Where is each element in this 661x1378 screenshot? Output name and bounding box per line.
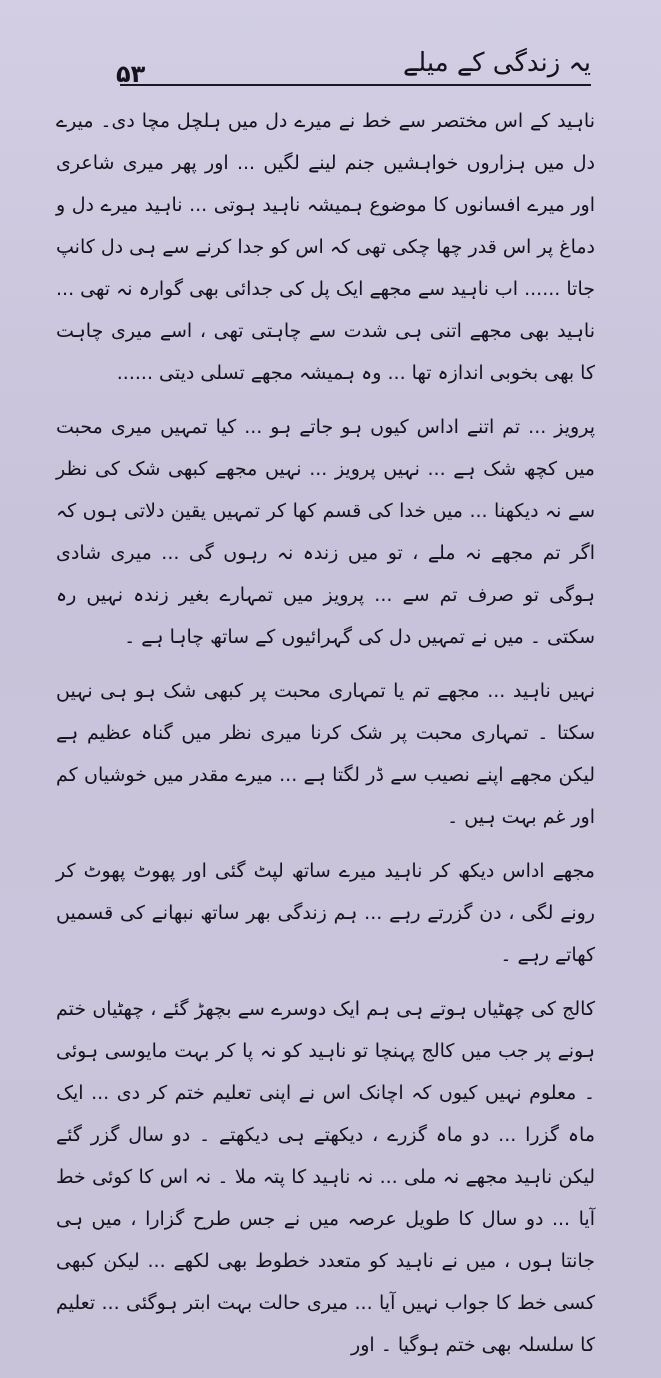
paragraph: مجھے اداس دیکھ کر ناہید میرے ساتھ لپٹ گئی اور پھوٹ پھوٹ کر رونے لگی ، دن گزرتے رہے ... ہم زندگی بھر ساتھ نبھانے کی قسمیں کھاتے رہے ۔ (56, 860, 595, 966)
paragraph: نہیں ناہید ... مجھے تم یا تمہاری محبت پر کبھی شک ہو ہی نہیں سکتا ۔ تمہاری محبت پر شک کرنا میری نظر میں گناہ عظیم ہے لیکن مجھے اپنے نصیب سے ڈر لگتا ہے ... میرے مقدر میں خوشیاں کم اور غم بہت ہیں ۔ (56, 680, 595, 828)
running-title: یہ زندگی کے میلے (403, 48, 591, 78)
page-header (60, 48, 591, 96)
page-body (56, 100, 595, 1378)
paragraph: ناہید کے اس مختصر سے خط نے میرے دل میں ہلچل مچا دی۔ میرے دل میں ہزاروں خواہشیں جنم لینے لگیں ... اور پھر میری شاعری اور میرے افسانوں کا موضوع ہمیشہ ناہید ہوتی ... ناہید میرے دل و دماغ پر اس قدر چھا چکی تھی کہ اس کو جدا کرنے سے ہی دل کانپ جاتا ...... اب ناہید سے مجھے ایک پل کی جدائی بھی گوارہ نہ تھی ... ناہید بھی مجھے اتنی ہی شدت سے چاہتی تھی ، اسے میری چاہت کا بھی بخوبی اندازہ تھا ... وہ ہمیشہ مجھے تسلی دیتی ...... (56, 110, 595, 384)
header-rule (120, 84, 591, 86)
paragraph: پرویز ... تم اتنے اداس کیوں ہو جاتے ہو ... کیا تمہیں میری محبت میں کچھ شک ہے ... نہیں پرویز ... نہیں مجھے کبھی شک کی نظر سے نہ دیکھنا ... میں خدا کی قسم کھا کر تمہیں یقین دلاتی ہوں کہ اگر تم مجھے نہ ملے ، تو میں زندہ نہ رہوں گی ... میری شادی ہوگی تو صرف تم سے ... پرویز میں تمہارے بغیر زندہ نہیں رہ سکتی ۔ میں نے تمہیں دل کی گہرائیوں کے ساتھ چاہا ہے ۔ (56, 416, 595, 648)
page-number: ۵۳ (116, 60, 146, 88)
paragraph: کالج کی چھٹیاں ہوتے ہی ہم ایک دوسرے سے بچھڑ گئے ، چھٹیاں ختم ہونے پر جب میں کالج پہنچا تو ناہید کو نہ پا کر بہت مایوسی ہوئی ۔ معلوم نہیں کیوں کہ اچانک اس نے اپنی تعلیم ختم کر دی ... ایک ماہ گزرا ... دو ماہ گزرے ، دیکھتے ہی دیکھتے ۔ دو سال گزر گئے لیکن ناہید مجھے نہ ملی ... نہ ناہید کا پتہ ملا ۔ نہ اس کا کوئی خط آیا ... دو سال کا طویل عرصہ میں نے جس طرح گزارا ، میں ہی جانتا ہوں ، میں نے ناہید کو متعدد خطوط بھی لکھے ... لیکن کبھی کسی خط کا جواب نہیں آیا ... میری حالت بہت ابتر ہوگئی ... تعلیم کا سلسلہ بھی ختم ہوگیا ۔ اور (56, 998, 595, 1356)
